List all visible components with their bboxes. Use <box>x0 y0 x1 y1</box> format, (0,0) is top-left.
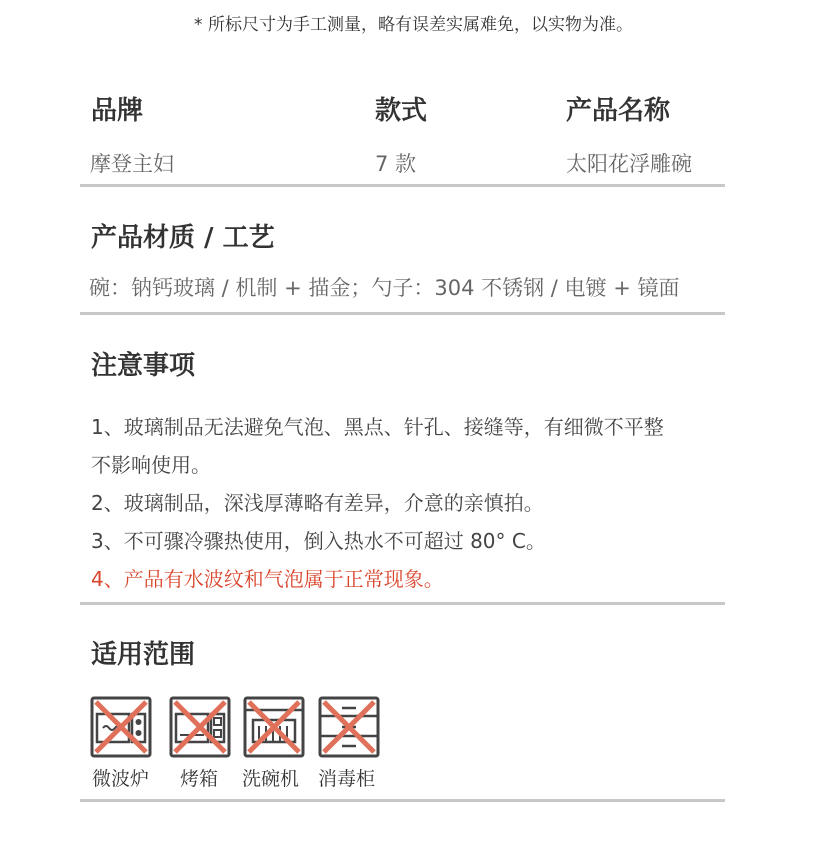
usage-label-sterilizer: 消毒柜 <box>318 768 376 790</box>
divider <box>80 184 725 187</box>
divider <box>80 602 725 605</box>
material-title: 产品材质 / 工艺 <box>91 223 275 253</box>
product-name-label: 产品名称 <box>566 96 671 126</box>
divider <box>80 799 725 802</box>
notice-title: 注意事项 <box>91 351 196 381</box>
microwave-crossed-icon <box>90 696 152 758</box>
sterilizer-crossed-icon <box>318 696 380 758</box>
dishwasher-crossed-icon <box>243 696 305 758</box>
notice-line-4: 4、产品有水波纹和气泡属于正常现象。 <box>91 567 444 591</box>
style-label: 款式 <box>375 96 428 126</box>
material-text: 碗：钠钙玻璃 / 机制 + 描金；勺子：304 不锈钢 / 电镀 + 镜面 <box>89 276 680 300</box>
notice-line-1: 1、玻璃制品无法避免气泡、黑点、针孔、接缝等，有细微不平整 <box>91 415 664 439</box>
usage-label-oven: 烤箱 <box>180 768 219 790</box>
usage-title: 适用范围 <box>91 640 196 670</box>
style-value: 7 款 <box>375 152 417 176</box>
notice-line-2: 2、玻璃制品，深浅厚薄略有差异，介意的亲慎拍。 <box>91 491 544 515</box>
notice-line-1-cont: 不影响使用。 <box>91 453 211 477</box>
measurement-note: * 所标尺寸为手工测量，略有误差实属难免，以实物为准。 <box>194 15 633 35</box>
brand-value: 摩登主妇 <box>90 152 174 176</box>
oven-crossed-icon <box>169 696 231 758</box>
usage-label-microwave: 微波炉 <box>92 768 150 790</box>
divider <box>80 312 725 315</box>
usage-label-dishwasher: 洗碗机 <box>242 768 300 790</box>
brand-label: 品牌 <box>91 96 144 126</box>
product-name-value: 太阳花浮雕碗 <box>566 152 692 176</box>
notice-line-3: 3、不可骤冷骤热使用，倒入热水不可超过 80° C。 <box>91 529 546 553</box>
